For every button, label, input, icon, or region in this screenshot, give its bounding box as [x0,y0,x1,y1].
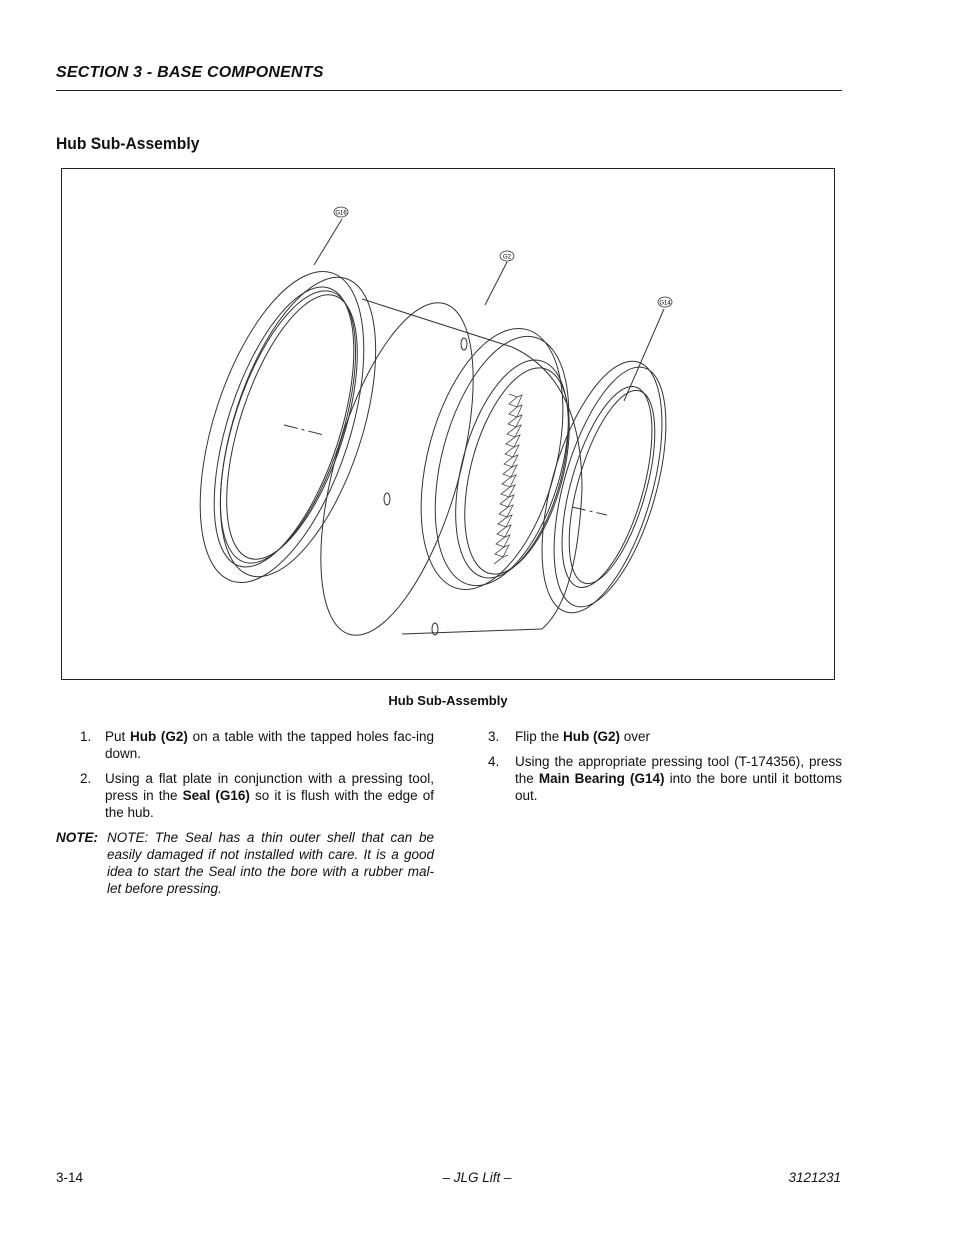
callout-g16-label: G16 [335,210,347,217]
step-text: over [620,729,651,744]
step-2 [56,770,434,821]
figure-caption: Hub Sub-Assembly [388,693,508,708]
step-text: into the bore until it bottoms out. [515,771,842,803]
callout-g2 [500,251,514,261]
page-number: 3-14 [56,1170,84,1185]
step-part-ref: Hub (G2) [563,729,621,744]
note-block [56,829,434,897]
step-text: Flip the [515,729,564,744]
hub-drawing [290,287,593,652]
figure-frame [61,168,835,680]
step-text: Using the appropriate pressing tool (T-174356), press the [515,754,842,786]
step-number: 3. [488,729,500,744]
right-column [488,728,842,812]
hub-assembly-drawing [62,169,836,681]
step-text: Put [105,729,130,744]
step-text: so it is flush with the edge of the hub. [105,788,434,820]
document-number: 3121231 [788,1170,841,1185]
step-part-ref: Hub (G2) [129,729,188,744]
left-column [56,728,434,897]
callout-g16 [334,207,348,217]
step-number: 4. [488,754,500,769]
section-title: SECTION 3 - BASE COMPONENTS [56,64,324,81]
note-text: NOTE: The Seal has a thin outer shell that can be easily damaged if not installed with care. It is a good idea to start the Seal into the bore with a rubber mal-let before pressing. [107,830,434,896]
note-label: NOTE: [56,830,98,845]
step-3 [488,728,842,745]
step-1 [56,728,434,762]
callout-g14-label: G14 [659,300,671,307]
seal-ring-drawing [167,252,407,602]
bearing-drawing [518,348,688,625]
callout-g2-label: G2 [502,254,512,261]
step-text: Using a flat plate in conjunction with a pressing tool, press in the [105,771,434,803]
section-header [56,64,842,91]
step-text: on a table with the tapped holes fac-ing down. [105,729,435,761]
step-part-ref: Main Bearing (G14) [538,771,665,786]
step-part-ref: Seal (G16) [182,788,250,803]
step-4 [488,753,842,804]
step-number: 2. [80,771,92,786]
footer-brand: – JLG Lift – [442,1170,512,1185]
page-heading: Hub Sub-Assembly [56,134,200,153]
step-number: 1. [80,729,92,744]
callout-g14 [658,297,672,307]
